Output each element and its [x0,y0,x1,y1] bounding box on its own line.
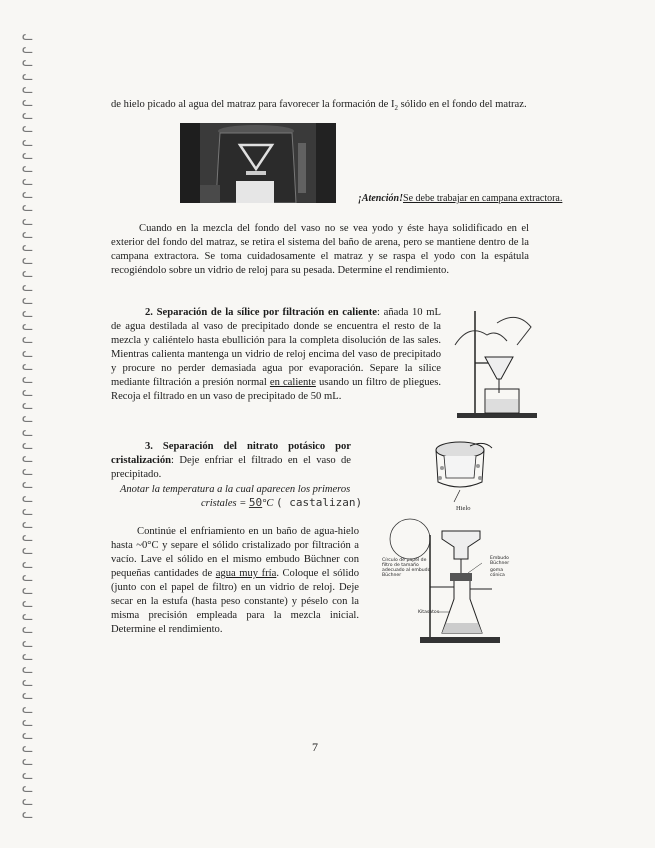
paragraph-ice-water: de hielo picado al agua del matraz para favorecer la formación de $I_2$ sólido en el fondo del matraz. [111,99,527,113]
paper-label-1: Círculo de papel de [382,558,427,563]
svg-text:Büchner: Büchner [382,573,402,578]
paragraph-vacuum-filtration: Continúe el enfriamiento en un baño de agua-hielo hasta ~0°C y separe el sólido cristalizado por filtración a vacío. Lave el sólido en el mismo embudo Büchner con pequeñas cantidades de agua muy fría. Coloque el sólido (junto con el papel de filtro) en un vidrio de reloj. Deje secar en la estufa (hasta peso constante) y péselo con la misma precisión empleada para la mezcla inicial. Determine el rendimiento. [111,526,359,635]
svg-text:filtro de tamaño: filtro de tamaño [382,563,419,568]
binding-spine: ᓚ ᓚ ᓚ ᓚ ᓚ ᓚ ᓚ ᓚ ᓚ ᓚ ᓚ ᓚ ᓚ ᓚ ᓚ ᓚ ᓚ ᓚ ᓚ ᓚ ᓚ ᓚ ᓚ ᓚ ᓚ ᓚ ᓚ ᓚ ᓚ ᓚ ᓚ ᓚ ᓚ ᓚ ᓚ ᓚ ᓚ ᓚ ᓚ ᓚ ᓚ ᓚ ᓚ ᓚ ᓚ ᓚ ᓚ ᓚ ᓚ ᓚ ᓚ ᓚ ᓚ ᓚ ᓚ ᓚ ᓚ ᓚ ᓚ ᓚ [22,29,34,823]
svg-text:adecuado al embudo: adecuado al embudo [382,568,431,573]
svg-text:cónica: cónica [490,573,505,578]
section-2-heading: 2. Separación de la sílice por filtración en caliente [145,307,377,318]
svg-text:Büchner: Büchner [490,561,510,566]
page-number: 7 [312,740,318,754]
paragraph-scrape-iodine: Cuando en la mezcla del fondo del vaso no se vea yodo y éste haya solidificado en el exterior del fondo del matraz, se retira el sistema del baño de arena, pero se mantiene dentro de la campana extractora. Se toma cuidadosamente el matraz y se raspa el yodo con la espátula recogiéndolo sobre un vidrio de reloj para su pesada. Determine el rendimiento. [111,223,529,276]
section-3-heading: 3. Separación del nitrato potásico por cristalización [111,441,351,466]
section-3-paragraph: 3. Separación del nitrato potásico por cristalización: Deje enfriar el filtrado en el vaso de precipitado. [111,441,351,480]
temperature-note-line-2: cristales = 50°C ( castalizan) [201,496,363,509]
funnel-label-1: Embudo [490,556,509,561]
temperature-value: 50 [248,496,263,509]
flask-photo [180,123,336,203]
ice-bath-figure [420,438,502,513]
buchner-filtration-figure [380,515,530,645]
section-2-paragraph: 2. Separación de la sílice por filtración en caliente: añada 10 mL de agua destilada al vaso de precipitado donde se encuentra el resto de la mezcla y caliéntelo hasta ebullición para la completa disolución de las sales. Mientras calienta mantenga un vidrio de reloj encima del vaso de precipitado y procure no perder demasiada agua por evaporación. Separe la sílice mediante filtración a presión normal en caliente usando un filtro de pliegues. Recoja el filtrado en un vaso de precipitado de 50 mL. [111,307,442,402]
handwritten-note: ( castalizan) [276,496,363,509]
ice-label: Hielo [456,505,471,512]
flask-label: Kitasatos [418,610,440,615]
temperature-note-line-1: Anotar la temperatura a la cual aparecen los primeros [120,484,351,495]
svg-text:goma: goma [490,568,504,573]
hot-filtration-figure [447,305,547,420]
attention-note: ¡Atención!Se debe trabajar en campana extractora. [358,193,563,204]
